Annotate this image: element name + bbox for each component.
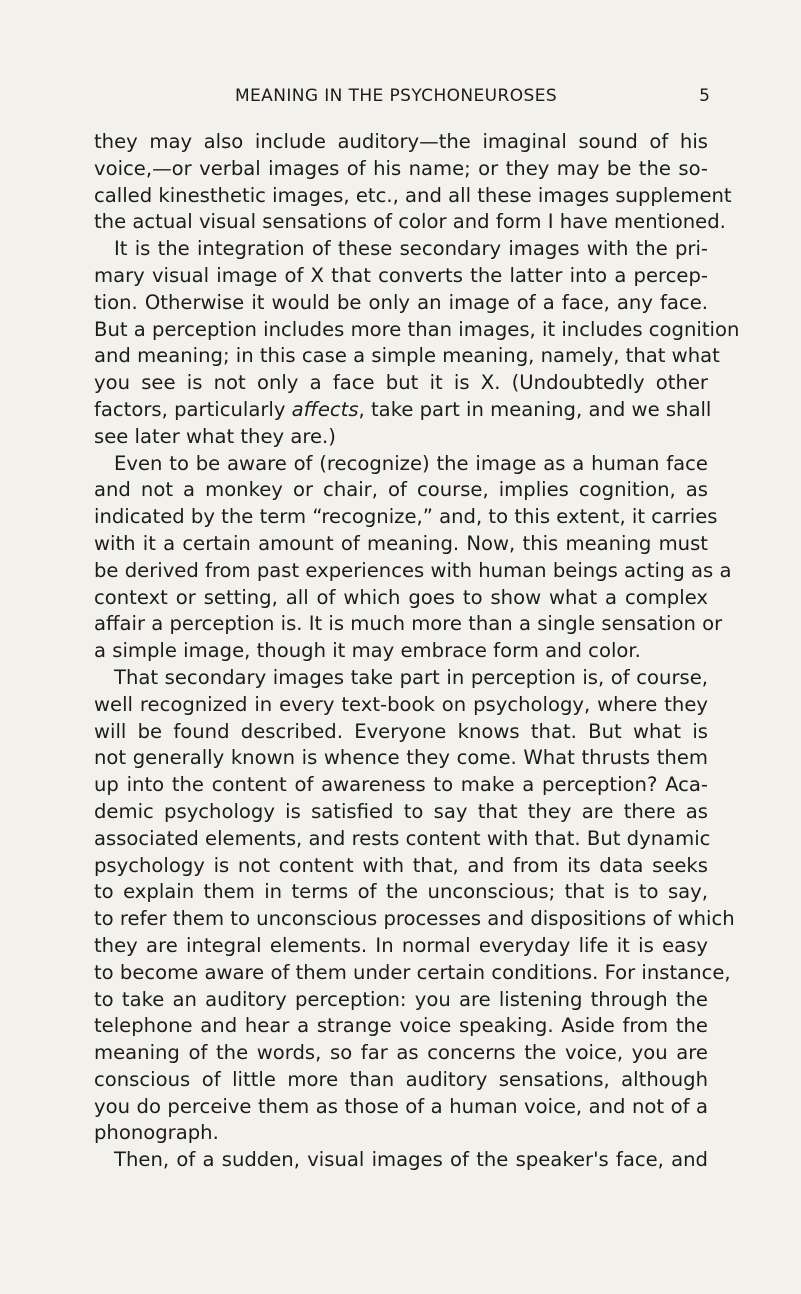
text-fragment: , take part in meaning, and we shall [358,397,712,421]
text-line: they are integral elements. In normal everyday life it is easy [94,933,708,957]
text-line: affair a perception is. It is much more than a single sensation or [94,612,723,636]
text-line: phonograph. [94,1121,219,1145]
running-title: MEANING IN THE PSYCHONEUROSES [234,86,558,106]
text-line-with-italic [94,397,712,424]
text-line: you do perceive them as those of a human voice, and not of a [94,1094,708,1118]
text-line: be derived from past experiences with human beings acting as a [94,558,732,582]
text-line: context or setting, all of which goes to show what a complex [94,585,708,609]
body-text [94,129,740,1174]
text-line: well recognized in every text-book on psychology, where they [94,692,708,716]
paragraph-3 [94,451,732,665]
text-line: to refer them to unconscious processes and dispositions of which [94,907,735,931]
text-line: conscious of little more than auditory sensations, although [94,1067,708,1091]
text-line: to become aware of them under certain conditions. For instance, [94,960,731,984]
text-line: called kinesthetic images, etc., and all these images supplement [94,183,732,207]
text-line: with it a certain amount of meaning. Now, this meaning must [94,531,708,555]
text-line: That secondary images take part in perception is, of course, [114,665,708,689]
text-line: Then, of a sudden, visual images of the speaker's face, and [114,1148,708,1172]
page-number: 5 [699,86,710,106]
text-line: not generally known is whence they come. What thrusts them [94,746,708,770]
text-line: demic psychology is satisfied to say that they are there as [94,799,708,823]
text-line: to take an auditory perception: you are listening through the [94,987,708,1011]
text-line: see later what they are.) [94,424,336,448]
text-line: and meaning; in this case a simple meaning, namely, that what [94,344,720,368]
text-fragment: factors, particularly [94,397,286,421]
text-line: a simple image, though it may embrace form and color. [94,639,641,663]
italic-word: affects [291,397,359,421]
text-line: Even to be aware of (recognize) the image as a human face [114,451,708,475]
text-line: they may also include auditory—the imaginal sound of his [94,130,708,153]
paragraph-1 [94,129,732,236]
paragraph-2 [94,236,740,450]
text-line: psychology is not content with that, and from its data seeks [94,853,708,877]
paragraph-5 [94,1147,708,1174]
text-line: up into the content of awareness to make a perception? Aca- [94,773,708,797]
text-line: telephone and hear a strange voice speaking. Aside from the [94,1014,708,1038]
text-line: indicated by the term “recognize,” and, to this extent, it carries [94,505,718,529]
paragraph-4 [94,665,735,1147]
text-line: voice,—or verbal images of his name; or they may be the so- [94,156,708,180]
text-line: mary visual image of X that converts the latter into a percep- [94,263,708,287]
text-line: tion. Otherwise it would be only an image of a face, any face. [94,290,708,314]
text-line: the actual visual sensations of color and form I have mentioned. [94,210,726,234]
text-line: to explain them in terms of the unconscious; that is to say, [94,880,708,904]
text-line: associated elements, and rests content with that. But dynamic [94,826,711,850]
text-line: But a perception includes more than images, it includes cognition [94,317,740,341]
text-line: It is the integration of these secondary images with the pri- [114,237,708,261]
text-line: meaning of the words, so far as concerns the voice, you are [94,1041,708,1065]
text-line: will be found described. Everyone knows that. But what is [94,719,708,743]
text-line: and not a monkey or chair, of course, implies cognition, as [94,478,708,502]
text-line: you see is not only a face but it is X. (Undoubtedly other [94,371,708,395]
